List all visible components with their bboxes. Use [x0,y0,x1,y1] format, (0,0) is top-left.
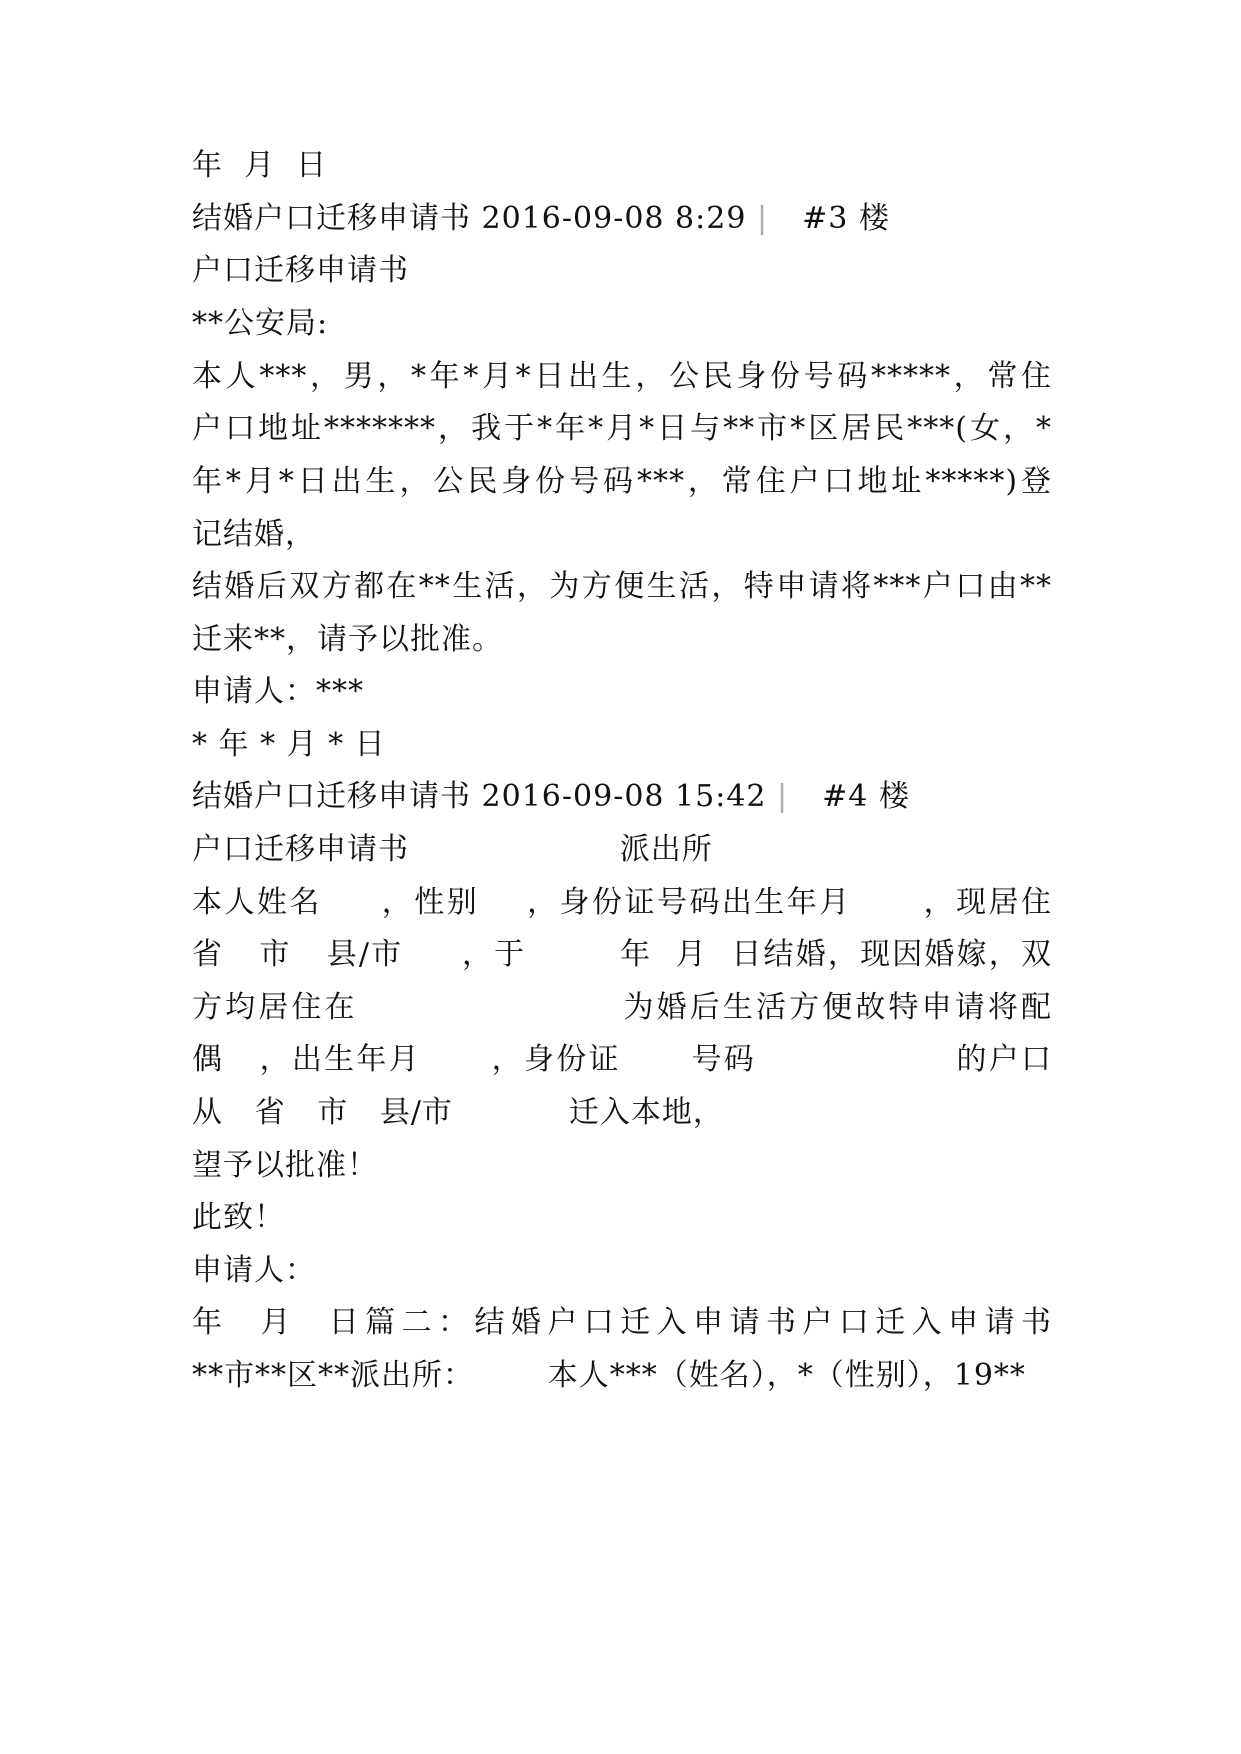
paragraph-line: 迁来**，请予以批准。 [192,622,503,657]
separator: | [756,201,769,236]
floor-label: #3 楼 [802,201,890,236]
paragraph-line: 结婚后双方都在**生活，为方便生活，特申请将***户口由** [192,569,1052,604]
post-header-4 [192,768,1052,826]
paragraph-line: 本人***，男，*年*月*日出生，公民身份号码*****，常住 [192,359,1052,394]
post-title: 结婚户口迁移申请书 2016-09-08 15:42 [192,779,778,814]
date-line: 年 月 日 [192,148,328,183]
form-line: 偶 ，出生年月 ，身份证 号码 的户口 [192,1042,1052,1077]
post-header-3 [192,190,1052,248]
post-title: 结婚户口迁移申请书 2016-09-08 8:29 [192,201,757,236]
paragraph-line: 年*月*日出生，公民身份号码***，常住户口地址*****)登 [192,464,1052,499]
paragraph-line: 记结婚， [192,517,316,552]
form-line: 省 市 县/市 ，于 年 月 日结婚，现因婚嫁，双 [192,937,1052,972]
applicant-line: 申请人：*** [192,674,364,709]
section-title-line: 年 月 日篇二：结婚户口迁入申请书户口迁入申请书 [192,1305,1052,1340]
closing-line: 此致！ [192,1200,285,1235]
paragraph-line: 户口地址*******，我于*年*月*日与**市*区居民***(女，* [192,411,1052,446]
form-line: 方均居住在 为婚后生活方便故特申请将配 [192,990,1052,1025]
applicant-line: 申请人： [192,1253,316,1288]
heading-application: 户口迁移申请书 [192,253,409,288]
form-line: 望予以批准！ [192,1148,378,1183]
addressee: **公安局: [192,306,329,341]
floor-label: #4 楼 [822,779,910,814]
form-line: 从 省 市 县/市 迁入本地， [192,1095,724,1130]
date-line: * 年 * 月 * 日 [192,727,386,762]
form-line: 本人姓名 ，性别 ，身份证号码出生年月 ，现居住 [192,885,1052,920]
heading-application: 户口迁移申请书 派出所 [192,832,713,867]
paragraph-line: **市**区**派出所： 本人***（姓名），*（性别），19** [192,1358,1026,1393]
separator: | [777,779,789,814]
